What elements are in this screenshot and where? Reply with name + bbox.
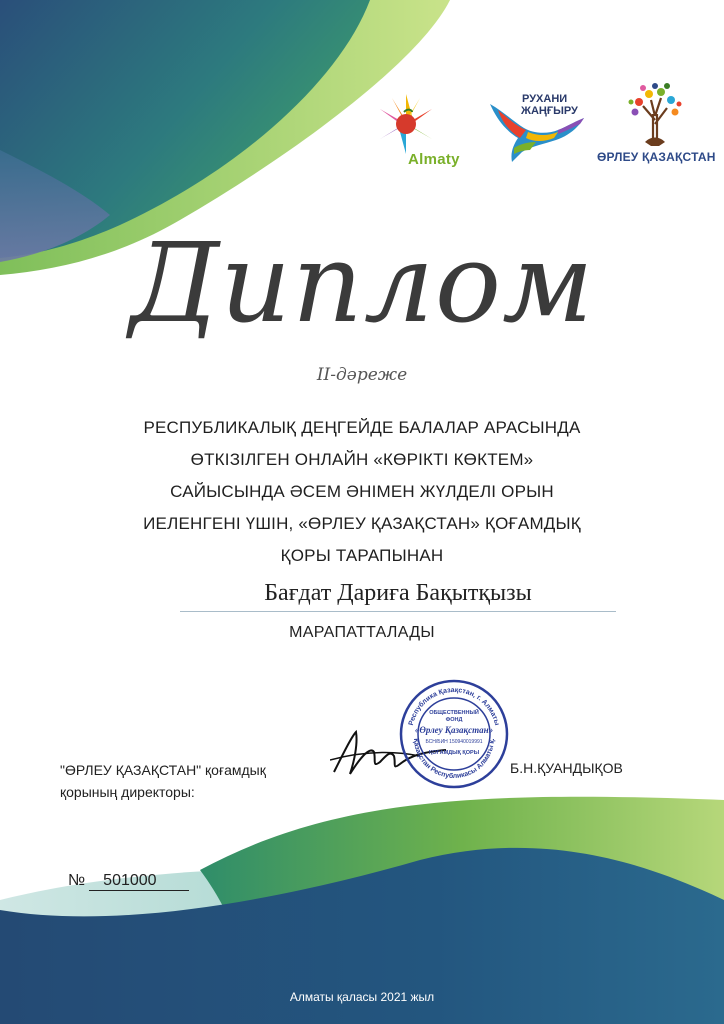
stamp-bin: БСН/БИН 150940019991 bbox=[425, 739, 483, 745]
director-label-line2: қорының директоры: bbox=[60, 784, 195, 800]
official-stamp bbox=[398, 678, 510, 790]
director-label-line1: "ӨРЛЕУ ҚАЗАҚСТАН" қоғамдық bbox=[60, 762, 266, 778]
number-value: 501000 bbox=[89, 872, 189, 891]
awarded-text: МАРАПАТТАЛАДЫ bbox=[289, 624, 435, 641]
stamp-main: «Өрлеу Қазақстан» bbox=[414, 725, 494, 735]
diploma-degree: II-дәреже bbox=[316, 365, 408, 385]
stamp-line1: ОБЩЕСТВЕННЫЙ bbox=[429, 710, 479, 716]
director-label bbox=[60, 759, 266, 803]
rukhani-logo-text-line1: РУХАНИ bbox=[522, 93, 568, 105]
stamp-line4: ҚОҒАМДЫҚ ҚОРЫ bbox=[428, 750, 480, 756]
director-name: Б.Н.ҚУАНДЫҚОВ bbox=[510, 760, 623, 776]
stamp-line2: ФОНД bbox=[445, 717, 463, 723]
rukhani-logo-text-line2: ЖАҢҒЫРУ bbox=[521, 105, 578, 117]
diploma-number bbox=[68, 872, 189, 891]
orleu-logo-text: ӨРЛЕУ ҚАЗАҚСТАН bbox=[597, 150, 716, 164]
diploma-body-line: САЙЫСЫНДА ӘСЕМ ӘНІМЕН ЖҮЛДЕЛІ ОРЫН bbox=[170, 482, 554, 501]
recipient-name: Бағдат Дариға Бақытқызы bbox=[264, 580, 532, 606]
footer-city-year: Алматы қаласы 2021 жыл bbox=[289, 990, 435, 1004]
diploma-body-line: РЕСПУБЛИКАЛЫҚ ДЕҢГЕЙДЕ БАЛАЛАР АРАСЫНДА bbox=[143, 418, 581, 437]
diploma-body-line: ИЕЛЕНГЕНІ ҮШІН, «ӨРЛЕУ ҚАЗАҚСТАН» ҚОҒАМДЫҚ bbox=[143, 514, 581, 533]
almaty-logo-text: Almaty bbox=[408, 151, 460, 168]
diploma-body bbox=[100, 412, 624, 572]
number-prefix: № bbox=[68, 872, 86, 889]
stamp-top-text: Республика Қазақстан, г. Алматы bbox=[407, 686, 501, 727]
diploma-title: Диплом bbox=[129, 219, 595, 347]
stamp-bottom-text: Қазақстан Республикасы Алматы қ. bbox=[411, 738, 497, 781]
diploma-body-line: ӨТКІЗІЛГЕН ОНЛАЙН «КӨРІКТІ КӨКТЕМ» bbox=[190, 450, 534, 469]
diploma-body-line: ҚОРЫ ТАРАПЫНАН bbox=[280, 546, 444, 565]
recipient-underline bbox=[180, 611, 616, 612]
